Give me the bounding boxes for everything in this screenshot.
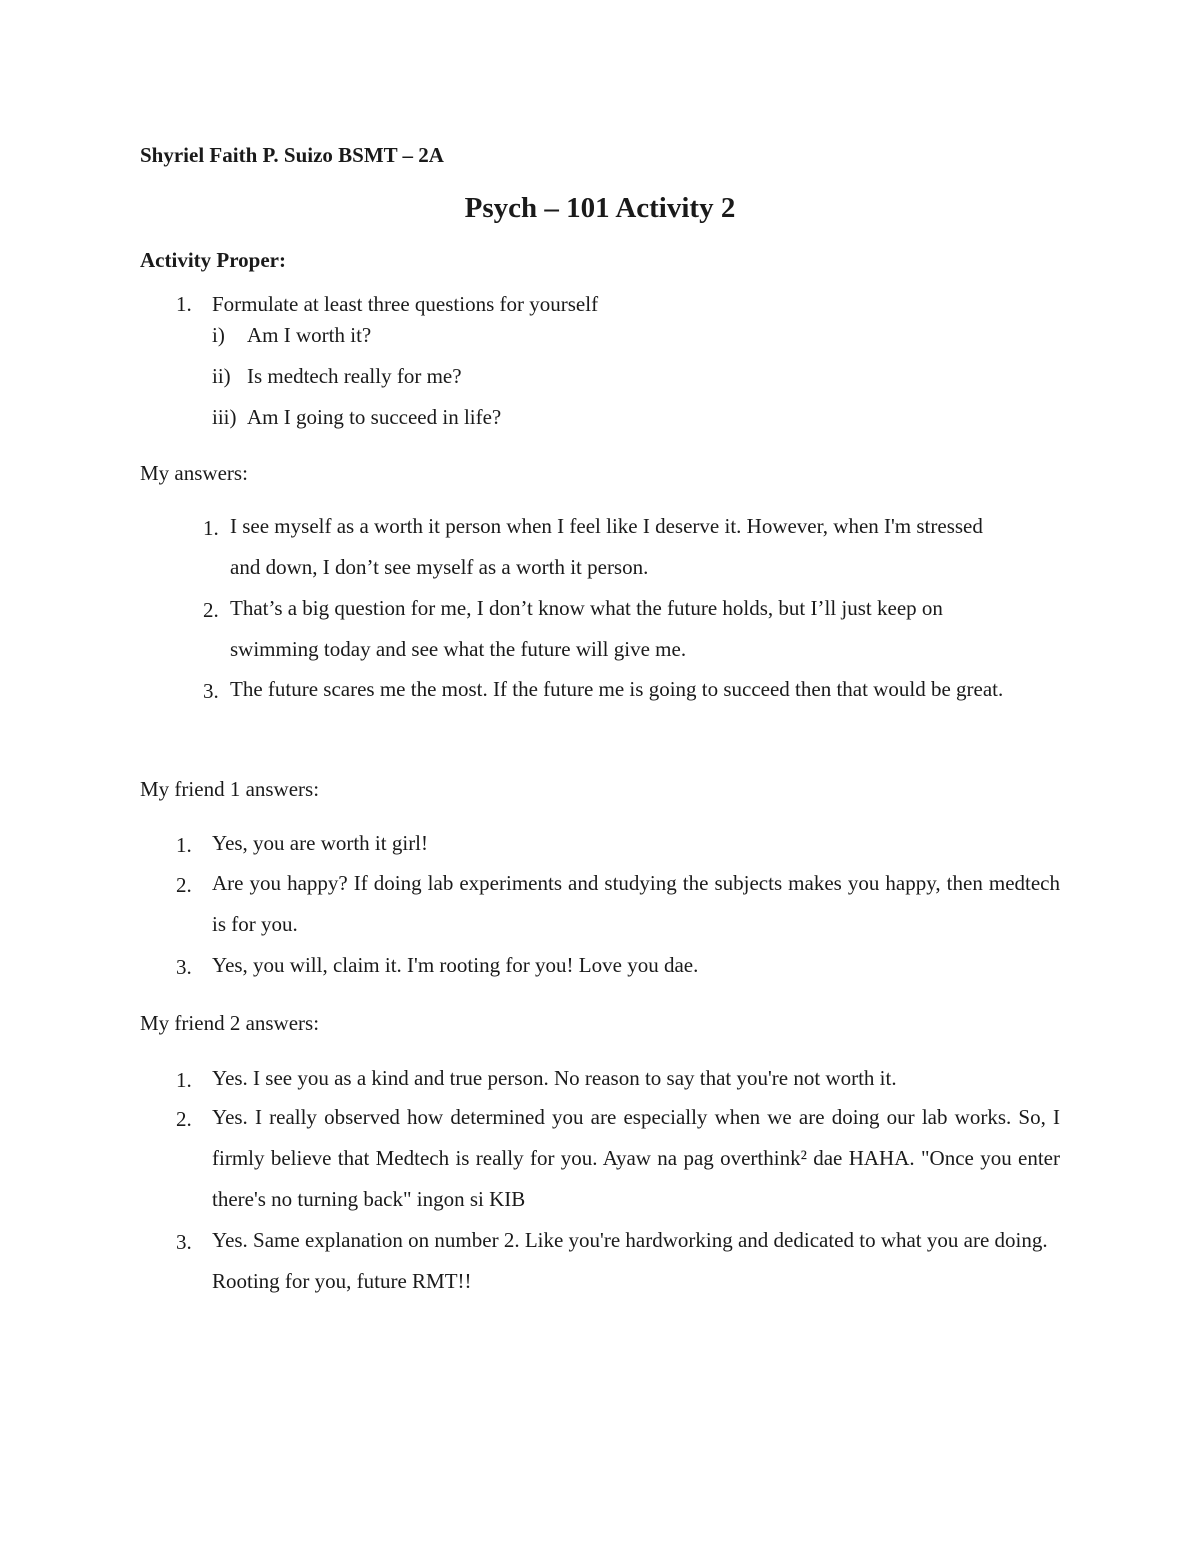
answer-number: 3. xyxy=(203,679,219,703)
page-title: Psych – 101 Activity 2 xyxy=(464,192,736,224)
activity-proper-label: Activity Proper: xyxy=(140,248,286,272)
activity-item-text: Formulate at least three questions for yourself xyxy=(212,292,599,316)
answer-text: The future scares me the most. If the future me is going to succeed then that would be great. xyxy=(230,677,1004,701)
friend2-answers-label: My friend 2 answers: xyxy=(140,1011,320,1035)
question-text: Am I going to succeed in life? xyxy=(247,405,502,429)
answer-number: 2. xyxy=(203,598,219,622)
answer-text: That’s a big question for me, I don’t know what the future holds, but I’ll just keep on swimming today and see what the future will give me. xyxy=(230,596,943,661)
question-text: Am I worth it? xyxy=(247,323,372,347)
friend1-answer-number: 3. xyxy=(176,955,192,979)
friend1-answer-number: 2. xyxy=(176,873,192,897)
question-text: Is medtech really for me? xyxy=(247,364,462,388)
question-marker: iii) xyxy=(212,405,237,429)
question-marker: i) xyxy=(212,323,225,347)
friend2-answer-text: Yes. I see you as a kind and true person. No reason to say that you're not worth it. xyxy=(212,1066,897,1090)
question-marker: ii) xyxy=(212,364,231,388)
friend1-answer-text: Yes, you will, claim it. I'm rooting for you! Love you dae. xyxy=(212,953,699,977)
friend2-answer-number: 2. xyxy=(176,1107,192,1131)
friend1-answer-text: Yes, you are worth it girl! xyxy=(212,831,429,855)
student-name-line: Shyriel Faith P. Suizo BSMT – 2A xyxy=(140,143,444,167)
friend2-answer-number: 3. xyxy=(176,1230,192,1254)
my-answers-label: My answers: xyxy=(140,461,248,485)
friend2-answer-number: 1. xyxy=(176,1068,192,1092)
activity-item-number: 1. xyxy=(176,292,192,316)
friend2-answer-text: Yes. Same explanation on number 2. Like you're hardworking and dedicated to what you are doing. Rooting for you, future RMT!! xyxy=(212,1228,1048,1293)
answer-number: 1. xyxy=(203,516,219,540)
friend2-answer-text: Yes. I really observed how determined you are especially when we are doing our lab works. So, I firmly believe that Medtech is really for you. Ayaw na pag overthink² dae HAHA. "Once you enter there's no turning back" ingon si KIB xyxy=(212,1105,1060,1211)
friend1-answers-label: My friend 1 answers: xyxy=(140,777,320,801)
answer-text: I see myself as a worth it person when I feel like I deserve it. However, when I'm stressed and down, I don’t see myself as a worth it person. xyxy=(230,514,983,579)
friend1-answer-number: 1. xyxy=(176,833,192,857)
friend1-answer-text: Are you happy? If doing lab experiments and studying the subjects makes you happy, then medtech is for you. xyxy=(212,871,1060,936)
